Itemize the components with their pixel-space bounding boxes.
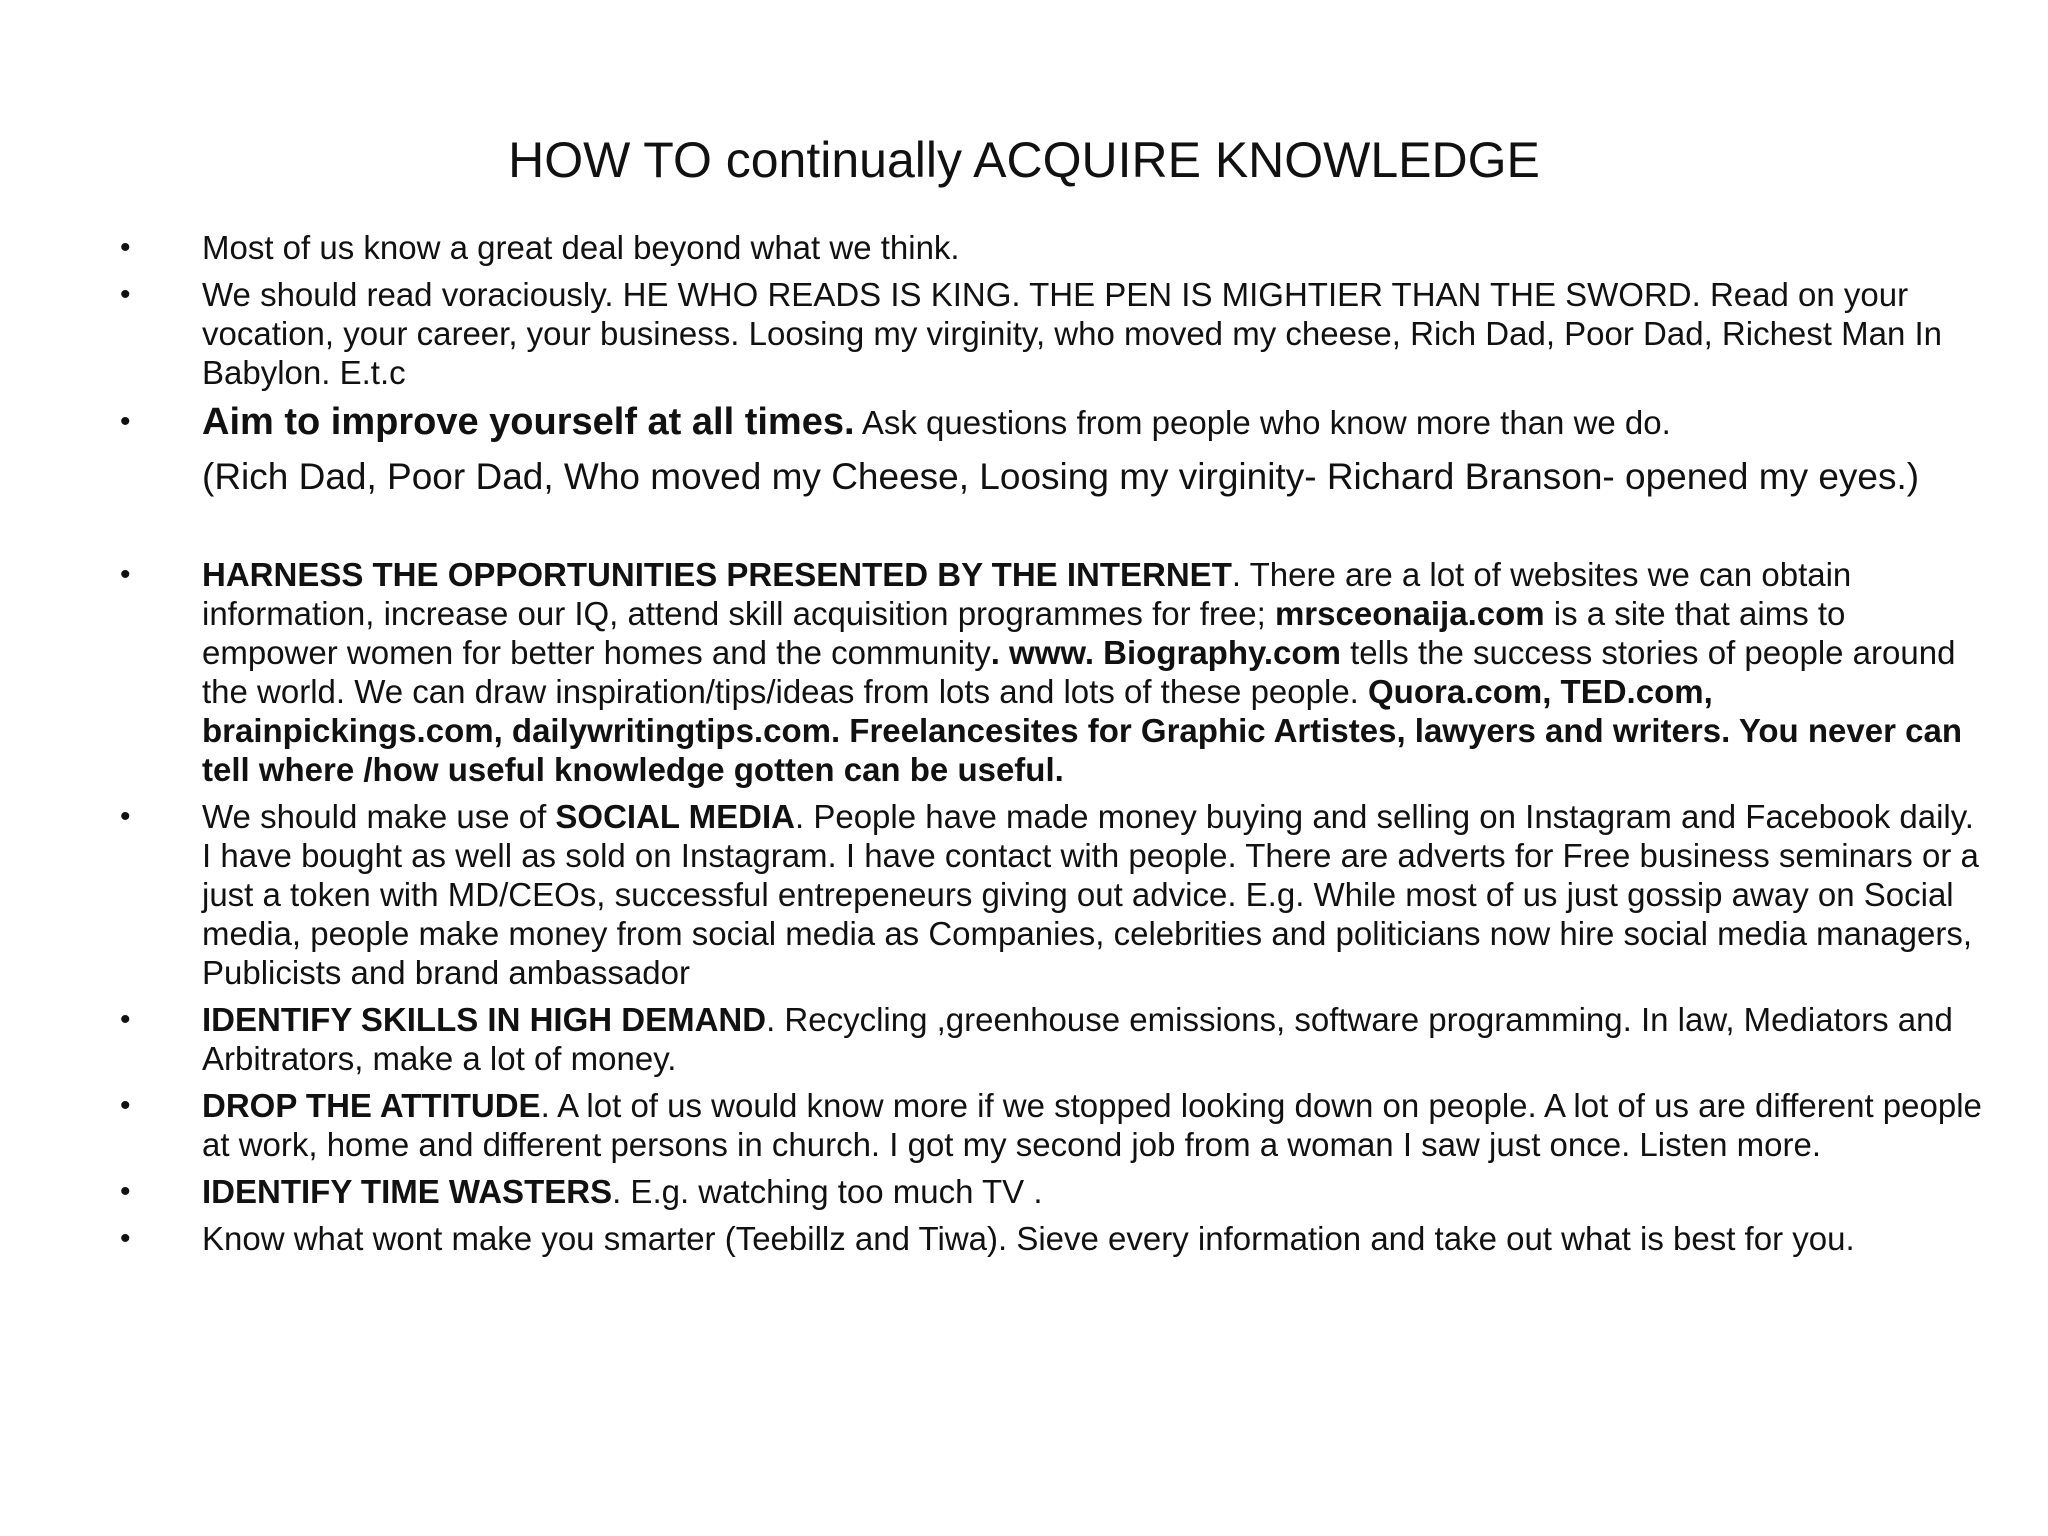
bullet-symbol: •	[120, 1222, 131, 1255]
bullet-bold-text: SOCIAL MEDIA	[555, 798, 795, 835]
bullet-item-9	[120, 1219, 1990, 1258]
bullet-symbol: •	[120, 231, 131, 264]
bullet-item-6	[120, 1000, 1990, 1078]
bullet-symbol: •	[120, 1089, 131, 1122]
bullet-item-7	[120, 1086, 1990, 1164]
slide-title: HOW TO continually ACQUIRE KNOWLEDGE	[508, 132, 1540, 188]
bullet-item-8	[120, 1172, 1990, 1211]
website-name: . www. Biography.com	[990, 634, 1341, 671]
bullet-symbol: •	[120, 558, 131, 591]
bullet-bold-text: Aim to improve yourself at all times.	[202, 401, 855, 443]
bullet-text: . E.g. watching too much TV .	[612, 1173, 1043, 1210]
bullet-bold-text: IDENTIFY TIME WASTERS	[202, 1173, 613, 1210]
bullet-text: Most of us know a great deal beyond what we think.	[202, 229, 960, 266]
bullet-text: Know what wont make you smarter (Teebillz and Tiwa). Sieve every information and take out what is best for you.	[202, 1220, 1855, 1257]
bullet-bold-text: DROP THE ATTITUDE	[202, 1087, 541, 1124]
bullet-text: . There are a lot of websites we can obtain information, increase our IQ, attend skill acquisition programmes for free;	[202, 556, 1852, 632]
bullet-text: . A lot of us would know more if we stopped looking down on people. A lot of us are different people at work, home and different persons in church. I got my second job from a woman I saw just once. Listen more.	[202, 1087, 1982, 1163]
bullet-text: tells the success stories of people around the world. We can draw inspiration/tips/ideas from lots and lots of these people.	[202, 634, 1956, 710]
bullet-item-4	[120, 555, 1990, 789]
bullet-text: is a site that aims to empower women for better homes and the community	[202, 595, 1846, 671]
bullet-item-2	[120, 275, 1990, 392]
website-name: mrsceonaija.com	[1274, 595, 1545, 632]
bullet-sub-paragraph: (Rich Dad, Poor Dad, Who moved my Cheese, Loosing my virginity- Richard Branson- opened my eyes.)	[202, 456, 1920, 497]
bullet-list	[120, 228, 1990, 1266]
bullet-item-3	[120, 400, 1990, 497]
bullet-text: . People have made money buying and selling on Instagram and Facebook daily. I have bought as well as sold on Instagram. I have contact with people. There are adverts for Free business seminars or a just a token with MD/CEOs, successful entrepeneurs giving out advice. E.g. While most of us just gossip away on Social media, people make money from social media as Companies, celebrities and politicians now hire social media managers, Publicists and brand ambassador	[202, 798, 1979, 991]
bullet-text: We should make use of	[202, 798, 556, 835]
bullet-symbol: •	[120, 1003, 131, 1036]
bullet-text: Ask questions from people who know more than we do.	[854, 404, 1671, 441]
bullet-item-1	[120, 228, 1990, 267]
bullet-symbol: •	[120, 1175, 131, 1208]
bullet-symbol: •	[120, 800, 131, 833]
bullet-text: . Recycling ,greenhouse emissions, software programming. In law, Mediators and Arbitrators, make a lot of money.	[202, 1001, 1953, 1077]
bullet-bold-text: HARNESS THE OPPORTUNITIES PRESENTED BY THE INTERNET	[202, 556, 1232, 593]
bullet-symbol: •	[120, 405, 131, 438]
website-list: Quora.com, TED.com, brainpickings.com, dailywritingtips.com. Freelancesites for Graphic Artistes, lawyers and writers. You never can tell where /how useful knowledge gotten can be useful.	[202, 673, 1962, 788]
bullet-symbol: •	[120, 278, 131, 311]
bullet-item-5	[120, 797, 1990, 992]
bullet-text: We should read voraciously. HE WHO READS IS KING. THE PEN IS MIGHTIER THAN THE SWORD. Read on your vocation, your career, your business. Loosing my virginity, who moved my cheese, Rich Dad, Poor Dad, Richest Man In Babylon. E.t.c	[202, 276, 1943, 391]
bullet-bold-text: IDENTIFY SKILLS IN HIGH DEMAND	[202, 1001, 767, 1038]
